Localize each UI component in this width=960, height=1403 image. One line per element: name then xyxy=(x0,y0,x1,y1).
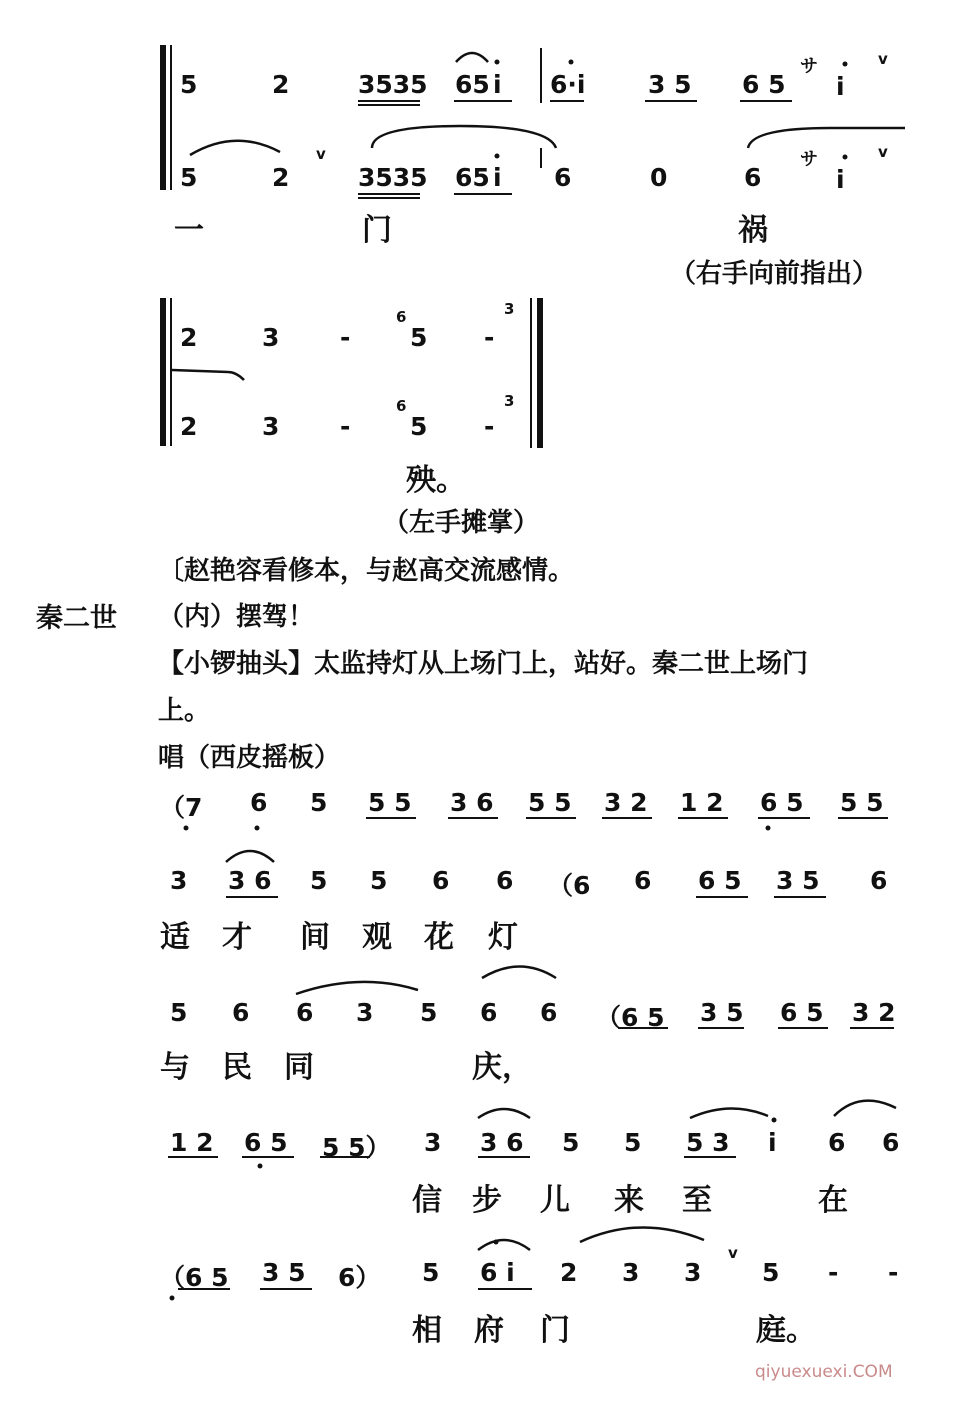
s1-top-note: i xyxy=(836,72,845,101)
r2-note: 6 5 xyxy=(698,866,742,895)
s1-bot-mark: サ xyxy=(800,149,818,170)
r1-note: 1 2 xyxy=(680,788,724,817)
s1-bot-note: 3535 xyxy=(358,163,428,192)
r4-note: 1 2 xyxy=(170,1128,214,1157)
r4-lyric: 来 xyxy=(614,1183,644,1218)
s2-bot-grace: 3 xyxy=(504,392,515,410)
s2-stage-note: （左手摊掌） xyxy=(383,508,540,538)
r1-note: 6 5 xyxy=(760,788,804,817)
r5-lyric: 府 xyxy=(474,1313,504,1348)
s1-top-note: 5 xyxy=(180,70,198,99)
r2-note: 6 xyxy=(870,866,888,895)
s1-top-mark: サ xyxy=(800,56,818,77)
s1-bot-note: 0 xyxy=(650,163,668,192)
s1-bot-breath: v xyxy=(878,143,888,161)
s1-top-note: 6 5 xyxy=(742,70,786,99)
s2-bot-dash: - xyxy=(340,412,351,441)
r2-lyric: 才 xyxy=(222,920,252,955)
s1-top-note: 3535 xyxy=(358,70,428,99)
r4-note: 3 xyxy=(424,1128,442,1157)
s2-top-note: 5 xyxy=(410,323,428,352)
r5-note: 6 i xyxy=(480,1258,515,1287)
r3-note: 6 5 xyxy=(780,998,824,1027)
r3-note: 6 xyxy=(296,998,314,1027)
r1-note: 5 xyxy=(310,788,328,817)
r4-note: 5 xyxy=(562,1128,580,1157)
r3-note: 3 5 xyxy=(700,998,744,1027)
s1-lyric: 一 xyxy=(174,213,204,248)
r3-note: 6 xyxy=(480,998,498,1027)
r4-note: i xyxy=(768,1128,777,1157)
s1-bot-note: i xyxy=(836,165,845,194)
r5-dash: - xyxy=(888,1258,899,1287)
s1-bot-note: 2 xyxy=(272,163,290,192)
r5-lyric: 门 xyxy=(540,1313,570,1348)
r1-note: 6 xyxy=(250,788,268,817)
r4-lyric: 至 xyxy=(682,1183,712,1218)
r4-lyric: 儿 xyxy=(540,1183,570,1218)
s1-bot-note: 65 xyxy=(455,163,490,192)
r5-note: 3 xyxy=(622,1258,640,1287)
s2-top-grace: 6 xyxy=(396,308,407,326)
r2-lyric: 观 xyxy=(362,920,392,955)
r2-note: 3 6 xyxy=(228,866,272,895)
stage-direction-2-cont: 上。 xyxy=(158,696,211,726)
r2-note: 3 5 xyxy=(776,866,820,895)
r5-note: 2 xyxy=(560,1258,578,1287)
r5-lyric: 庭。 xyxy=(756,1313,816,1348)
s2-top-dash: - xyxy=(340,323,351,352)
s1-lyric: 祸 xyxy=(738,213,768,248)
r3-note: 3 xyxy=(356,998,374,1027)
r4-note: 5 xyxy=(624,1128,642,1157)
s2-top-dash: - xyxy=(484,323,495,352)
s2-bot-grace: 6 xyxy=(396,397,407,415)
s1-stage-note: （右手向前指出） xyxy=(670,259,879,289)
s2-bot-note: 5 xyxy=(410,412,428,441)
s1-bot-note: i xyxy=(493,163,502,192)
r4-lyric: 信 xyxy=(412,1183,442,1218)
r1-note: 3 2 xyxy=(604,788,648,817)
r4-note: 6 xyxy=(828,1128,846,1157)
sing-instruction: 唱（西皮摇板） xyxy=(158,743,341,773)
r2-note: 3 xyxy=(170,866,188,895)
r5-note: （6 5 xyxy=(160,1263,229,1292)
r4-lyric: 步 xyxy=(472,1183,502,1218)
r5-note: 3 5 xyxy=(262,1258,306,1287)
s1-bot-note: 5 xyxy=(180,163,198,192)
r5-note: 3 xyxy=(684,1258,702,1287)
r5-note: 6） xyxy=(338,1263,381,1292)
stage-direction: 〔赵艳容看修本，与赵高交流感情。 xyxy=(158,556,575,586)
r4-note: 5 5） xyxy=(322,1133,391,1162)
s2-bot-dash: - xyxy=(484,412,495,441)
r3-lyric: 同 xyxy=(284,1050,314,1085)
r2-note: （6 xyxy=(548,871,591,900)
r1-note: 3 6 xyxy=(450,788,494,817)
stage-direction-2: 【小锣抽头】太监持灯从上场门上，站好。秦二世上场门 xyxy=(158,649,809,679)
s1-top-breath: v xyxy=(878,50,888,68)
r2-lyric: 灯 xyxy=(488,920,518,955)
r5-note: 5 xyxy=(762,1258,780,1287)
s2-top-note: 3 xyxy=(262,323,280,352)
r1-note: （7 xyxy=(160,793,203,822)
r2-note: 6 xyxy=(432,866,450,895)
r3-lyric: 庆， xyxy=(472,1050,532,1085)
s2-top-note: 2 xyxy=(180,323,198,352)
r2-lyric: 花 xyxy=(424,920,454,955)
r2-note: 6 xyxy=(496,866,514,895)
r1-note: 5 5 xyxy=(528,788,572,817)
s2-bot-note: 3 xyxy=(262,412,280,441)
r4-note: 6 xyxy=(882,1128,900,1157)
s1-top-note: i xyxy=(493,70,502,99)
r5-breath: v xyxy=(728,1244,738,1262)
r3-note: 5 xyxy=(420,998,438,1027)
r3-note: 3 2 xyxy=(852,998,896,1027)
r3-note: 5 xyxy=(170,998,188,1027)
r4-lyric: 在 xyxy=(818,1183,848,1218)
s1-top-note: 6·i xyxy=(550,70,586,99)
r4-note: 5 3 xyxy=(686,1128,730,1157)
s1-bot-note: 6 xyxy=(744,163,762,192)
s1-bot-note: 6 xyxy=(554,163,572,192)
s1-bot-breath: v xyxy=(316,145,326,163)
s2-lyric: 殃。 xyxy=(406,463,466,498)
r5-dash: - xyxy=(828,1258,839,1287)
s1-top-note: 65 xyxy=(455,70,490,99)
r2-lyric: 适 xyxy=(160,920,190,955)
r4-note: 3 6 xyxy=(480,1128,524,1157)
r4-note: 6 5 xyxy=(244,1128,288,1157)
r2-note: 5 xyxy=(310,866,328,895)
r5-lyric: 相 xyxy=(412,1313,442,1348)
s1-top-note: 3 5 xyxy=(648,70,692,99)
watermark: qiyuexuexi.COM xyxy=(755,1362,893,1382)
s1-lyric: 门 xyxy=(362,213,392,248)
s1-top-note: 2 xyxy=(272,70,290,99)
offstage-line: （内）摆驾！ xyxy=(158,602,315,632)
speaker-name: 秦二世 xyxy=(36,603,117,634)
s2-bot-note: 2 xyxy=(180,412,198,441)
r2-note: 5 xyxy=(370,866,388,895)
r3-note: 6 xyxy=(232,998,250,1027)
r3-note: 6 xyxy=(540,998,558,1027)
r3-note: （6 5 xyxy=(596,1003,665,1032)
r2-note: 6 xyxy=(634,866,652,895)
s2-top-grace: 3 xyxy=(504,300,515,318)
r1-note: 5 5 xyxy=(368,788,412,817)
r1-note: 5 5 xyxy=(840,788,884,817)
r3-lyric: 与 xyxy=(160,1050,190,1085)
r5-note: 5 xyxy=(422,1258,440,1287)
r2-lyric: 间 xyxy=(300,920,330,955)
r3-lyric: 民 xyxy=(222,1050,252,1085)
